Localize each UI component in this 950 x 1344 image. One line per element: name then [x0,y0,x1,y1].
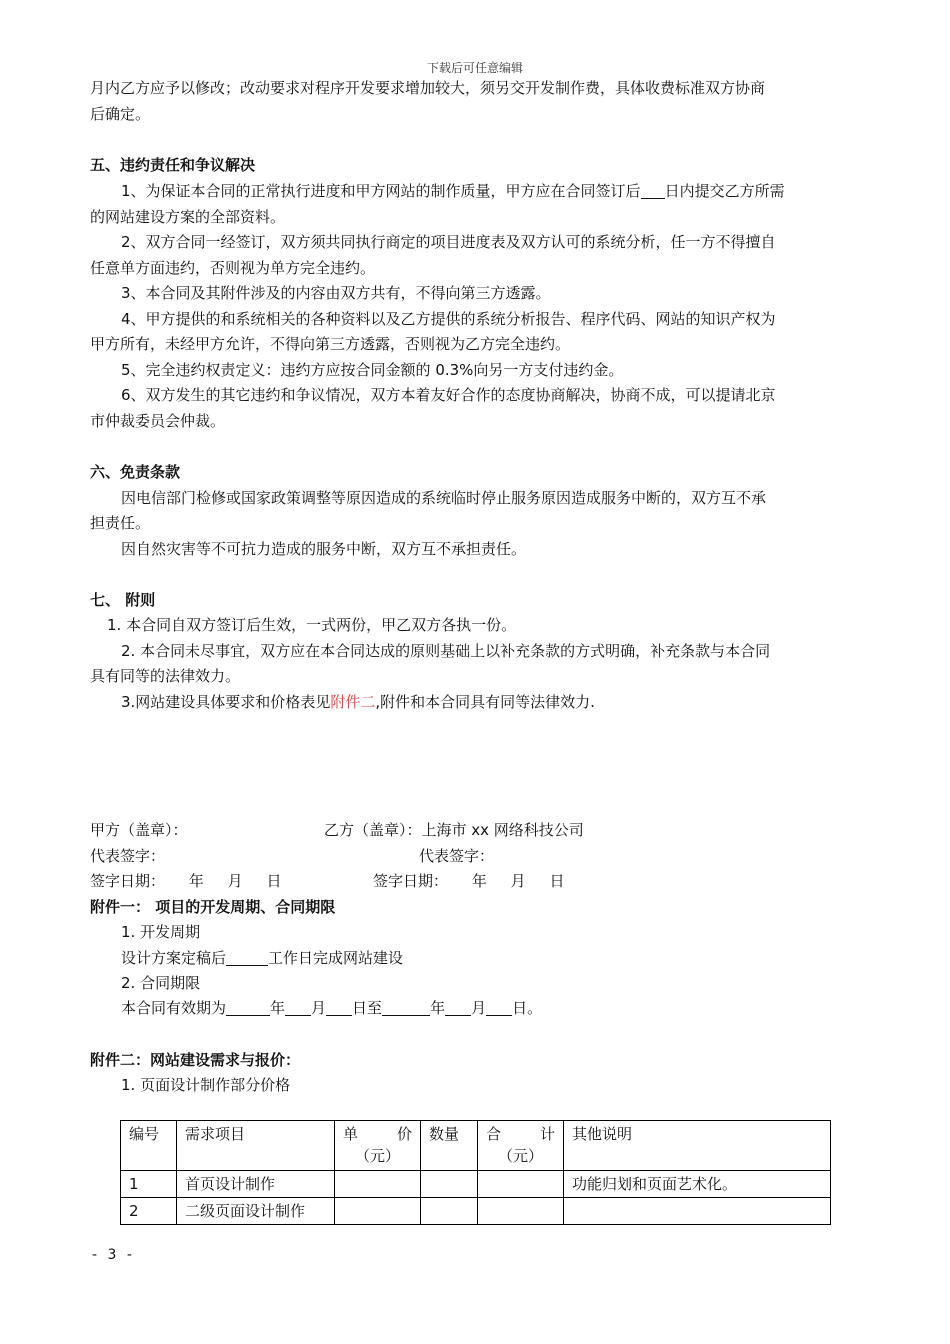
annex-1-sub-2: 2. 合同期限 [121,974,201,992]
table-row [121,1171,831,1198]
section-5-title: 五、违约责任和争议解决 [90,156,256,174]
party-b-label: 乙方（盖章）：上海市 xx 网络科技公司 [324,821,584,839]
cell-no: 2 [121,1198,177,1225]
section-6-para-2: 因自然灾害等不可抗力造成的服务中断，双方互不承担责任。 [121,540,527,558]
cell-item: 二级页面设计制作 [177,1198,335,1225]
table-row [121,1198,831,1225]
party-a-label: 甲方（盖章）： [90,821,188,839]
text: 合 [486,1125,502,1143]
blank-underline [326,1000,352,1016]
text: 月 [311,999,327,1017]
section-5-item-6: 6、双方发生的其它违约和争议情况，双方本着友好合作的态度协商解决，协商不成，可以提请北京 [121,386,776,404]
section-7-item-2-cont: 具有同等的法律效力。 [90,667,241,685]
section-6-para-1: 因电信部门检修或国家政策调整等原因造成的系统临时停止服务原因造成服务中断的，双方互不承 [121,489,767,507]
section-7-item-1: 1. 本合同自双方签订后生效，一式两份，甲乙双方各执一份。 [107,616,517,634]
cell-total [478,1198,564,1225]
text: 设计方案定稿后 [121,949,227,967]
header-total [478,1121,564,1171]
annex-1-title: 附件一： 项目的开发周期、合同期限 [90,898,336,916]
cell-note: 功能归划和页面艺术化。 [564,1171,831,1198]
cell-unit [335,1198,421,1225]
header-no: 编号 [121,1121,177,1171]
section-6-title: 六、免责条款 [90,463,181,481]
header-qty: 数量 [421,1121,478,1171]
cell-qty [421,1198,478,1225]
annex-2-link[interactable]: 附件二 [330,693,376,711]
header-unit-price [335,1121,421,1171]
cell-note [564,1198,831,1225]
blank-underline [486,1000,512,1016]
section-5-item-1 [121,181,785,201]
annex-1-contract-term [121,998,542,1018]
text: 月 [471,999,487,1017]
text: 3.网站建设具体要求和价格表见 [121,693,331,711]
section-5-item-3: 3、本合同及其附件涉及的内容由双方共有，不得向第三方透露。 [121,284,551,302]
text: 日至 [352,999,383,1017]
price-table [120,1120,831,1225]
text: （元） [497,1147,543,1165]
text: 工作日完成网站建设 [268,949,404,967]
cell-total [478,1171,564,1198]
text: 单 [343,1125,359,1143]
annex-2-title: 附件二：网站建设需求与报价： [90,1051,301,1069]
rep-b-label: 代表签字： [419,847,495,865]
text: 年 [270,999,286,1017]
text: 本合同有效期为 [121,999,227,1017]
intro-line-2: 后确定。 [90,105,151,123]
blank-underline [445,1000,471,1016]
rep-a-label: 代表签字： [90,847,166,865]
intro-line-1: 月内乙方应予以修改；改动要求对程序开发要求增加较大，须另交开发制作费，具体收费标准双方协商 [90,79,766,97]
header-note: 下载后可任意编辑 [426,61,523,75]
cell-item: 首页设计制作 [177,1171,335,1198]
cell-unit [335,1171,421,1198]
text: 日。 [512,999,543,1017]
section-6-para-1-cont: 担责任。 [90,514,151,532]
page-number: - 3 - [92,1247,135,1263]
cell-no: 1 [121,1171,177,1198]
table-header-row [121,1121,831,1171]
section-5-item-1-cont: 的网站建设方案的全部资料。 [90,208,286,226]
section-5-item-2-cont: 任意单方面违约，否则视为单方完全违约。 [90,259,376,277]
section-7-item-2: 2. 本合同未尽事宜，双方应在本合同达成的原则基础上以补充条款的方式明确，补充条款与本合同 [121,642,771,660]
annex-1-sub-1: 1. 开发周期 [121,923,201,941]
annex-2-sub-1: 1. 页面设计制作部分价格 [121,1076,291,1094]
text: 年 [430,999,446,1017]
section-5-item-2: 2、双方合同一经签订，双方须共同执行商定的项目进度表及双方认可的系统分析，任一方不得擅自 [121,233,776,251]
text: 计 [539,1125,555,1143]
cell-qty [421,1171,478,1198]
date-a-label: 签字日期： 年 月 日 [90,872,282,890]
text: ,附件和本合同具有同等法律效力. [375,693,595,711]
header-item: 需求项目 [177,1121,335,1171]
text: 价 [396,1125,412,1143]
text: 1、为保证本合同的正常执行进度和甲方网站的制作质量，甲方应在合同签订后 [121,182,641,200]
annex-1-dev-period [121,948,403,968]
section-7-title: 七、 附则 [90,591,156,609]
blank-underline [226,950,268,966]
section-5-item-6-cont: 市仲裁委员会仲裁。 [90,412,226,430]
blank-underline [285,1000,311,1016]
header-note: 其他说明 [564,1121,831,1171]
section-7-item-3 [121,692,595,712]
section-5-item-4: 4、甲方提供的和系统相关的各种资料以及乙方提供的系统分析报告、程序代码、网站的知识产权为 [121,310,776,328]
blank-underline [226,1000,270,1016]
blank-underline [641,183,665,199]
blank-underline [382,1000,430,1016]
section-5-item-4-cont: 甲方所有，未经甲方允许，不得向第三方透露，否则视为乙方完全违约。 [90,335,571,353]
text: （元） [354,1147,400,1165]
section-5-item-5: 5、完全违约权责定义：违约方应按合同金额的 0.3%向另一方支付违约金。 [121,361,624,379]
date-b-label: 签字日期： 年 月 日 [373,872,565,890]
text: 日内提交乙方所需 [664,182,785,200]
